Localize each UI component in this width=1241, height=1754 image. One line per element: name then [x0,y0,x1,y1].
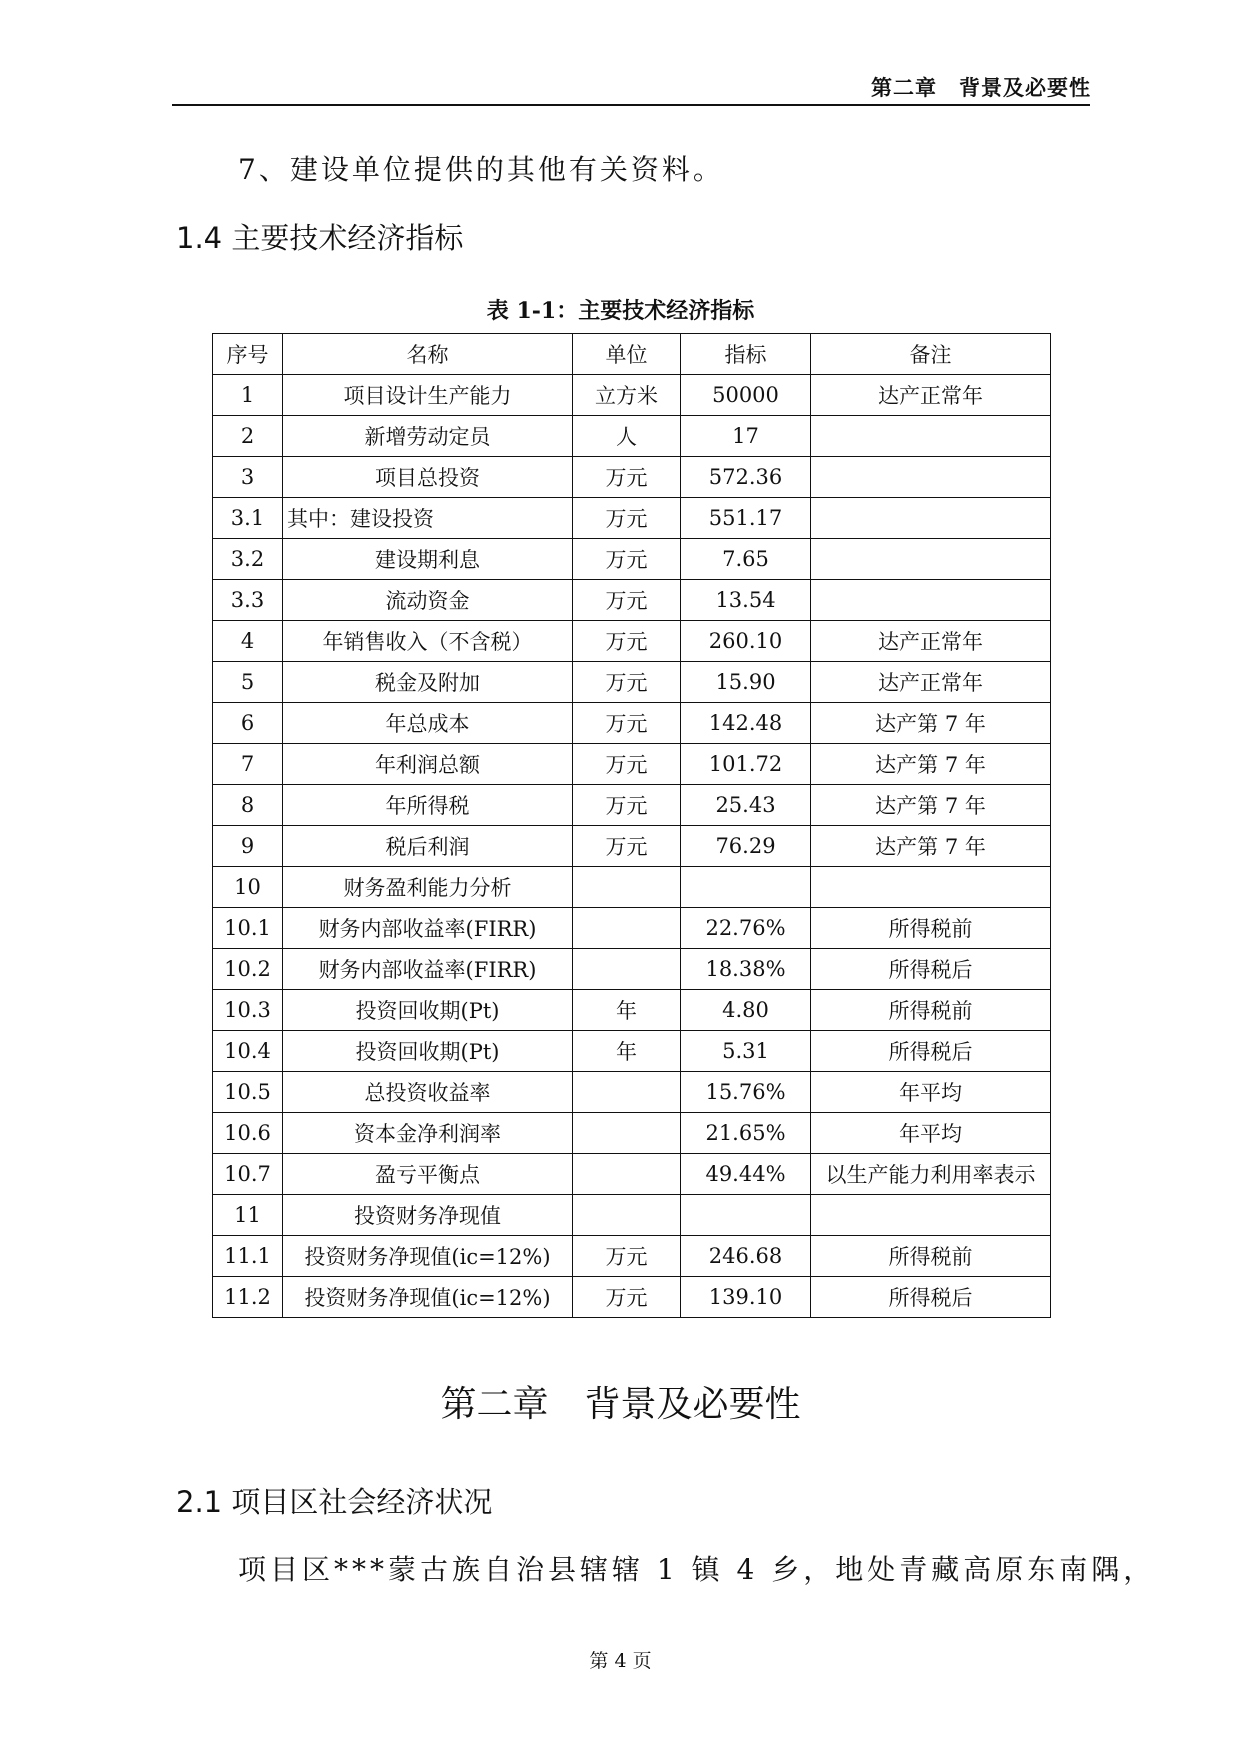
cell-unit: 人 [573,416,681,457]
column-header-value: 指标 [681,334,811,375]
cell-index: 7 [213,744,283,785]
cell-unit: 万元 [573,1236,681,1277]
cell-unit: 万元 [573,580,681,621]
cell-index: 2 [213,416,283,457]
cell-unit: 立方米 [573,375,681,416]
cell-name: 年所得税 [283,785,573,826]
cell-remark [811,457,1051,498]
cell-index: 10.6 [213,1113,283,1154]
table-row [213,1072,1051,1113]
cell-unit: 年 [573,1031,681,1072]
cell-unit [573,867,681,908]
cell-value [681,867,811,908]
cell-unit: 万元 [573,1277,681,1318]
cell-index: 3 [213,457,283,498]
cell-unit: 年 [573,990,681,1031]
cell-name: 投资财务净现值(ic=12%) [283,1236,573,1277]
cell-remark: 所得税前 [811,1236,1051,1277]
cell-remark: 达产第 7 年 [811,703,1051,744]
cell-value: 5.31 [681,1031,811,1072]
section-heading-1-4: 1.4 主要技术经济指标 [176,221,464,255]
cell-index: 8 [213,785,283,826]
table-row [213,1154,1051,1195]
cell-name: 总投资收益率 [283,1072,573,1113]
cell-value: 17 [681,416,811,457]
cell-index: 4 [213,621,283,662]
table-row [213,990,1051,1031]
cell-index: 10.1 [213,908,283,949]
cell-unit: 万元 [573,826,681,867]
table-row [213,1113,1051,1154]
cell-unit: 万元 [573,621,681,662]
table-row [213,1031,1051,1072]
cell-remark: 所得税后 [811,1031,1051,1072]
indicators-table [212,333,1051,1318]
table-row [213,949,1051,990]
cell-unit [573,949,681,990]
cell-name: 投资财务净现值(ic=12%) [283,1277,573,1318]
cell-name: 财务内部收益率(FIRR) [283,949,573,990]
cell-name: 税金及附加 [283,662,573,703]
table-row [213,416,1051,457]
cell-value: 551.17 [681,498,811,539]
cell-remark: 所得税后 [811,1277,1051,1318]
cell-value: 13.54 [681,580,811,621]
cell-remark: 年平均 [811,1072,1051,1113]
cell-unit: 万元 [573,539,681,580]
cell-remark [811,867,1051,908]
cell-value: 260.10 [681,621,811,662]
table-row [213,498,1051,539]
cell-unit: 万元 [573,744,681,785]
cell-unit: 万元 [573,457,681,498]
page-number: 第 4 页 [589,1650,652,1672]
cell-remark: 达产第 7 年 [811,785,1051,826]
cell-value: 246.68 [681,1236,811,1277]
cell-index: 10.5 [213,1072,283,1113]
table-row [213,662,1051,703]
cell-remark [811,1195,1051,1236]
cell-name: 财务盈利能力分析 [283,867,573,908]
cell-index: 9 [213,826,283,867]
table-row [213,703,1051,744]
column-header-unit: 单位 [573,334,681,375]
column-header-remark: 备注 [811,334,1051,375]
cell-index: 10.3 [213,990,283,1031]
table-row [213,580,1051,621]
cell-index: 3.2 [213,539,283,580]
column-header-name: 名称 [283,334,573,375]
cell-unit: 万元 [573,785,681,826]
cell-value: 142.48 [681,703,811,744]
cell-value: 18.38% [681,949,811,990]
body-paragraph: 项目区***蒙古族自治县辖辖 1 镇 4 乡，地处青藏高原东南隅， [238,1553,1156,1586]
cell-value: 4.80 [681,990,811,1031]
cell-name: 新增劳动定员 [283,416,573,457]
running-header: 第二章 背景及必要性 [871,76,1091,100]
cell-remark: 所得税前 [811,908,1051,949]
cell-remark: 达产正常年 [811,375,1051,416]
cell-remark: 以生产能力利用率表示 [811,1154,1051,1195]
table-header-row [213,334,1051,375]
cell-name: 投资回收期(Pt) [283,1031,573,1072]
table-row [213,826,1051,867]
table-row [213,1277,1051,1318]
cell-unit [573,1195,681,1236]
cell-unit [573,1113,681,1154]
cell-unit [573,1154,681,1195]
cell-value: 101.72 [681,744,811,785]
cell-remark [811,539,1051,580]
cell-value [681,1195,811,1236]
cell-name: 资本金净利润率 [283,1113,573,1154]
table-row [213,908,1051,949]
cell-index: 11.1 [213,1236,283,1277]
cell-remark: 达产正常年 [811,662,1051,703]
cell-name: 建设期利息 [283,539,573,580]
cell-remark: 达产第 7 年 [811,744,1051,785]
cell-remark: 年平均 [811,1113,1051,1154]
cell-index: 3.1 [213,498,283,539]
chapter-title: 第二章 背景及必要性 [440,1384,801,1425]
cell-index: 1 [213,375,283,416]
cell-name: 盈亏平衡点 [283,1154,573,1195]
cell-name: 税后利润 [283,826,573,867]
table-row [213,375,1051,416]
cell-value: 21.65% [681,1113,811,1154]
table-row [213,621,1051,662]
cell-unit [573,1072,681,1113]
cell-value: 15.90 [681,662,811,703]
cell-unit: 万元 [573,498,681,539]
table-row [213,457,1051,498]
cell-index: 10.7 [213,1154,283,1195]
cell-value: 22.76% [681,908,811,949]
table-row [213,744,1051,785]
table-row [213,867,1051,908]
cell-name: 投资回收期(Pt) [283,990,573,1031]
cell-remark: 达产第 7 年 [811,826,1051,867]
cell-index: 10.4 [213,1031,283,1072]
cell-unit: 万元 [573,662,681,703]
cell-index: 3.3 [213,580,283,621]
cell-name: 项目总投资 [283,457,573,498]
table-body [213,375,1051,1318]
cell-value: 7.65 [681,539,811,580]
cell-name: 年总成本 [283,703,573,744]
header-rule [172,104,1090,106]
cell-name: 年销售收入（不含税） [283,621,573,662]
cell-value: 50000 [681,375,811,416]
cell-name: 年利润总额 [283,744,573,785]
cell-index: 10 [213,867,283,908]
cell-remark: 所得税前 [811,990,1051,1031]
column-header-index: 序号 [213,334,283,375]
paragraph-item-7: 7、建设单位提供的其他有关资料。 [238,153,724,186]
cell-value: 572.36 [681,457,811,498]
table-caption: 表 1-1：主要技术经济指标 [486,298,755,324]
cell-value: 15.76% [681,1072,811,1113]
cell-name: 财务内部收益率(FIRR) [283,908,573,949]
cell-name: 投资财务净现值 [283,1195,573,1236]
cell-index: 11.2 [213,1277,283,1318]
table-row [213,1195,1051,1236]
cell-name: 流动资金 [283,580,573,621]
cell-value: 49.44% [681,1154,811,1195]
cell-remark: 所得税后 [811,949,1051,990]
cell-remark: 达产正常年 [811,621,1051,662]
table-row [213,539,1051,580]
cell-name: 其中：建设投资 [283,498,573,539]
cell-value: 25.43 [681,785,811,826]
cell-value: 76.29 [681,826,811,867]
cell-unit: 万元 [573,703,681,744]
cell-index: 10.2 [213,949,283,990]
cell-index: 5 [213,662,283,703]
cell-remark [811,416,1051,457]
table-row [213,785,1051,826]
section-heading-2-1: 2.1 项目区社会经济状况 [176,1485,493,1519]
table-row [213,1236,1051,1277]
cell-index: 6 [213,703,283,744]
cell-unit [573,908,681,949]
cell-remark [811,580,1051,621]
cell-remark [811,498,1051,539]
cell-name: 项目设计生产能力 [283,375,573,416]
cell-value: 139.10 [681,1277,811,1318]
cell-index: 11 [213,1195,283,1236]
